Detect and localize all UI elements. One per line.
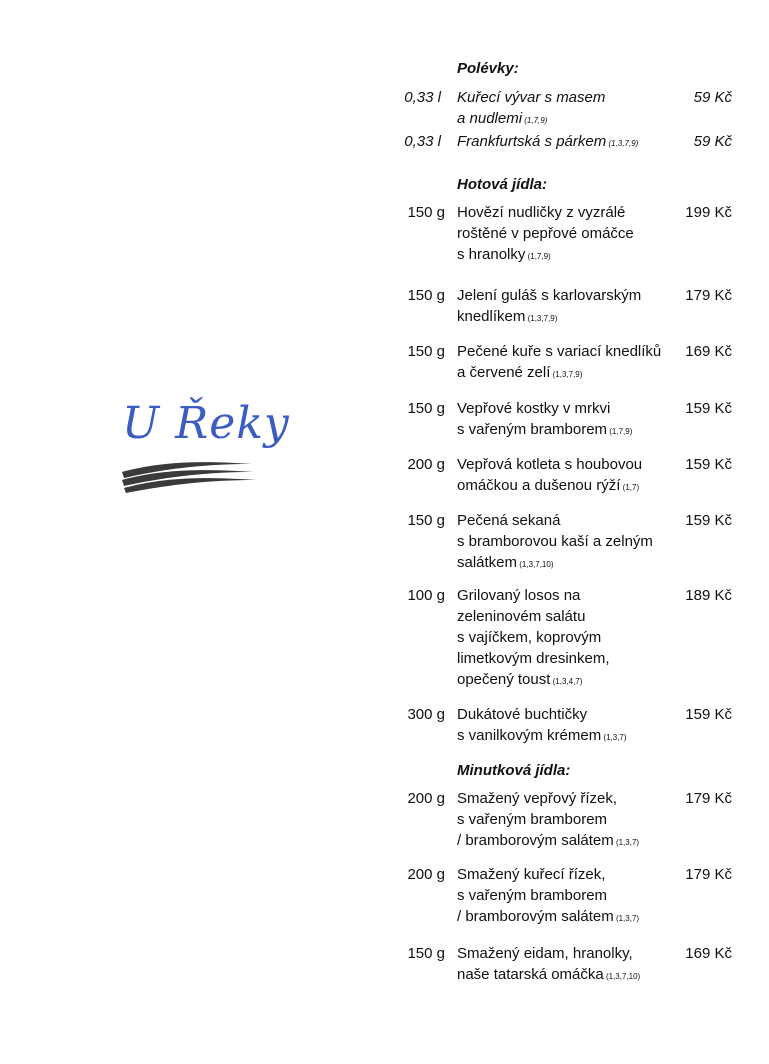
item-price: 169 Kč [685,343,732,360]
item-name-line: s vařeným bramborem [457,811,608,828]
section-heading: Polévky: [457,60,519,77]
item-quantity: 100 g [407,587,445,604]
item-allergens: (1,7) [620,483,640,492]
item-name [457,285,677,329]
item-price: 159 Kč [685,706,732,723]
item-name-line: a nudlemi (1,7,9) [457,110,548,127]
item-allergens: (1,3,7,10) [603,972,641,981]
item-quantity: 200 g [407,790,445,807]
item-name [457,704,677,748]
item-allergens: (1,7,9) [522,116,548,125]
item-name-line: / bramborovým salátem (1,3,7) [457,908,640,925]
item-name-line: roštěné v pepřové omáčce [457,225,634,242]
item-name-line: salátkem (1,3,7,10) [457,554,554,571]
item-price: 159 Kč [685,512,732,529]
item-name-line: omáčkou a dušenou rýží (1,7) [457,477,640,494]
item-price: 179 Kč [685,790,732,807]
item-name [457,398,677,442]
item-name [457,87,677,131]
item-price: 179 Kč [685,866,732,883]
logo-text: U Řeky [122,398,290,449]
item-quantity: 200 g [407,456,445,473]
item-name-line: Kuřecí vývar s masem [457,89,606,106]
item-name-line: Grilovaný losos na [457,587,581,604]
item-name-line: Frankfurtská s párkem (1,3,7,9) [457,133,639,150]
item-name-line: Vepřová kotleta s houbovou [457,456,643,473]
item-quantity: 150 g [407,512,445,529]
item-allergens: (1,3,7,10) [517,560,554,569]
item-price: 199 Kč [685,204,732,221]
item-name-line: limetkovým dresinkem, [457,650,610,667]
item-price: 159 Kč [685,456,732,473]
item-quantity: 200 g [407,866,445,883]
item-quantity: 0,33 l [404,89,441,106]
item-name-line: s hranolky (1,7,9) [457,246,551,263]
item-price: 169 Kč [685,945,732,962]
item-allergens: (1,7,9) [525,252,551,261]
item-name [457,864,677,929]
item-quantity: 150 g [407,287,445,304]
restaurant-logo [118,398,290,496]
item-allergens: (1,3,7) [601,733,627,742]
item-name-line: Smažený eidam, hranolky, [457,945,633,962]
item-name-line: s vajíčkem, koprovým [457,629,602,646]
section-heading: Minutková jídla: [457,762,571,779]
item-allergens: (1,3,7) [613,838,640,847]
item-name-line: Jelení guláš s karlovarským [457,287,642,304]
item-allergens: (1,3,7,9) [606,139,639,148]
item-name-line: Smažený vepřový řízek, [457,790,618,807]
item-name-line: Pečená sekaná [457,512,561,529]
item-price: 179 Kč [685,287,732,304]
item-price: 159 Kč [685,400,732,417]
item-allergens: (1,3,7,9) [525,314,558,323]
item-price: 189 Kč [685,587,732,604]
item-name [457,788,677,853]
item-allergens: (1,3,7,9) [550,370,583,379]
item-quantity: 150 g [407,400,445,417]
item-name [457,131,677,154]
item-name-line: Dukátové buchtičky [457,706,588,723]
item-name [457,202,677,267]
item-allergens: (1,3,4,7) [550,677,583,686]
item-quantity: 150 g [407,945,445,962]
item-quantity: 150 g [407,343,445,360]
item-name-line: Pečené kuře s variací knedlíků [457,343,662,360]
item-name-line: opečený toust (1,3,4,7) [457,671,583,688]
item-quantity: 0,33 l [404,133,441,150]
item-name [457,341,677,385]
logo-wave-graphic [118,458,258,494]
item-name-line: s vařeným bramborem [457,887,608,904]
item-price: 59 Kč [693,89,732,106]
item-name [457,943,677,987]
item-name [457,585,677,692]
item-quantity: 300 g [407,706,445,723]
item-name-line: Vepřové kostky v mrkvi [457,400,611,417]
item-name-line: a červené zelí (1,3,7,9) [457,364,583,381]
item-name-line: Hovězí nudličky z vyzrálé [457,204,626,221]
item-allergens: (1,3,7) [613,914,640,923]
item-name-line: / bramborovým salátem (1,3,7) [457,832,640,849]
item-name-line: s bramborovou kaší a zelným [457,533,653,550]
item-name-line: s vanilkovým krémem (1,3,7) [457,727,627,744]
item-name-line: s vařeným bramborem (1,7,9) [457,421,633,438]
item-name [457,454,677,498]
item-name-line: naše tatarská omáčka (1,3,7,10) [457,966,641,983]
item-name [457,510,677,575]
item-price: 59 Kč [693,133,732,150]
item-name-line: knedlíkem (1,3,7,9) [457,308,558,325]
item-name-line: Smažený kuřecí řízek, [457,866,606,883]
item-quantity: 150 g [407,204,445,221]
item-allergens: (1,7,9) [607,427,633,436]
section-heading: Hotová jídla: [457,176,548,193]
item-name-line: zeleninovém salátu [457,608,586,625]
